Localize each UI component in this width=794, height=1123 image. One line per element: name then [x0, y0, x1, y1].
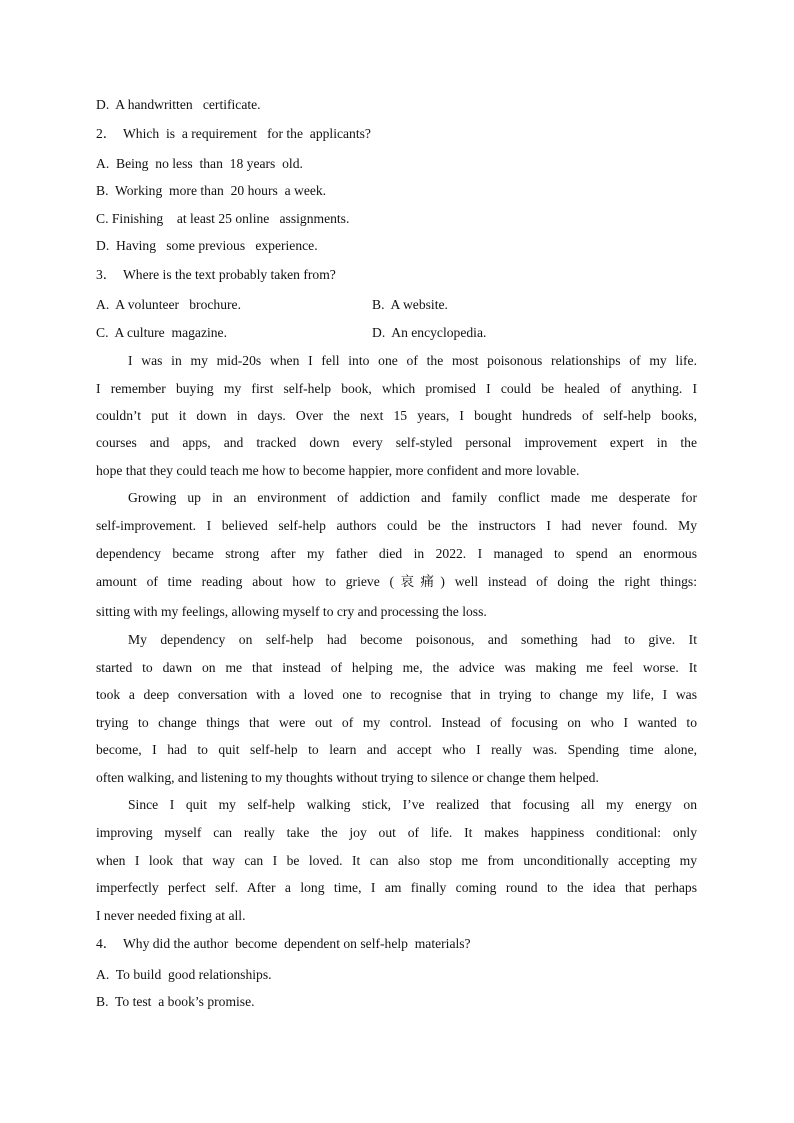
- q3-stem: 3． Where is the text probably taken from?: [96, 267, 336, 282]
- passage-p3-line-2: started to dawn on me that instead of helping me, the advice was making me feel worse. It: [96, 660, 697, 675]
- passage-p1-line-2: I remember buying my first self-help book, which promised I could be healed of anything. I: [96, 381, 697, 396]
- q2-stem: 2． Which is a requirement for the applicants?: [96, 126, 371, 141]
- q1-option-d: D. A handwritten certificate.: [96, 97, 261, 112]
- passage-p2-line-5: sitting with my feelings, allowing myself to cry and processing the loss.: [96, 604, 487, 619]
- passage-p1-line-1: I was in my mid-20s when I fell into one of the most poisonous relationships of my life.: [128, 353, 697, 368]
- q2-option-b: B. Working more than 20 hours a week.: [96, 183, 327, 198]
- q4-option-b: B. To test a book’s promise.: [96, 994, 255, 1009]
- passage-p3-line-3: took a deep conversation with a loved one to recognise that in trying to change my life, I was: [96, 687, 697, 702]
- passage-p2-line-2: self-improvement. I believed self-help authors could be the instructors I had never found. My: [96, 518, 697, 533]
- passage-p1-line-5: hope that they could teach me how to become happier, more confident and more lovable.: [96, 463, 580, 478]
- q2-option-a: A. Being no less than 18 years old.: [96, 156, 303, 171]
- passage-p3-line-5: become, I had to quit self-help to learn and accept who I really was. Spending time alone,: [96, 742, 697, 757]
- q4-option-a: A. To build good relationships.: [96, 967, 272, 982]
- q4-stem: 4． Why did the author become dependent on self-help materials?: [96, 936, 471, 951]
- passage-p4-line-1: Since I quit my self-help walking stick, I’ve realized that focusing all my energy on: [128, 797, 697, 812]
- q2-option-c: C. Finishing at least 25 online assignments.: [96, 211, 350, 226]
- passage-p1-line-4: courses and apps, and tracked down every self-styled personal improvement expert in the: [96, 435, 697, 450]
- passage-p4-line-2: improving myself can really take the joy out of life. It makes happiness conditional: only: [96, 825, 697, 840]
- passage-p4-line-5: I never needed fixing at all.: [96, 908, 246, 923]
- passage-p2-line-1: Growing up in an environment of addiction and family conflict made me desperate for: [128, 490, 697, 505]
- q2-option-d: D. Having some previous experience.: [96, 238, 318, 253]
- passage-p4-line-4: imperfectly perfect self. After a long time, I am finally coming round to the idea that perhaps: [96, 880, 697, 895]
- passage-p3-line-1: My dependency on self-help had become poisonous, and something had to give. It: [128, 632, 697, 647]
- q3-option-c: C. A culture magazine.: [96, 325, 227, 340]
- passage-p2-line-3: dependency became strong after my father died in 2022. I managed to spend an enormous: [96, 546, 697, 561]
- q3-option-d: D. An encyclopedia.: [372, 325, 487, 340]
- passage-p3-line-4: trying to change things that were out of my control. Instead of focusing on who I wanted to: [96, 715, 697, 730]
- q3-option-b: B. A website.: [372, 297, 448, 312]
- passage-p4-line-3: when I look that way can I be loved. It can also stop me from unconditionally accepting my: [96, 853, 697, 868]
- passage-p1-line-3: couldn’t put it down in days. Over the next 15 years, I bought hundreds of self-help books,: [96, 408, 697, 423]
- passage-p3-line-6: often walking, and listening to my thoughts without trying to silence or change them helped.: [96, 770, 599, 785]
- q3-option-a: A. A volunteer brochure.: [96, 297, 241, 312]
- passage-p2-line-4: amount of time reading about how to grieve (哀痛) well instead of doing the right things:: [96, 574, 697, 589]
